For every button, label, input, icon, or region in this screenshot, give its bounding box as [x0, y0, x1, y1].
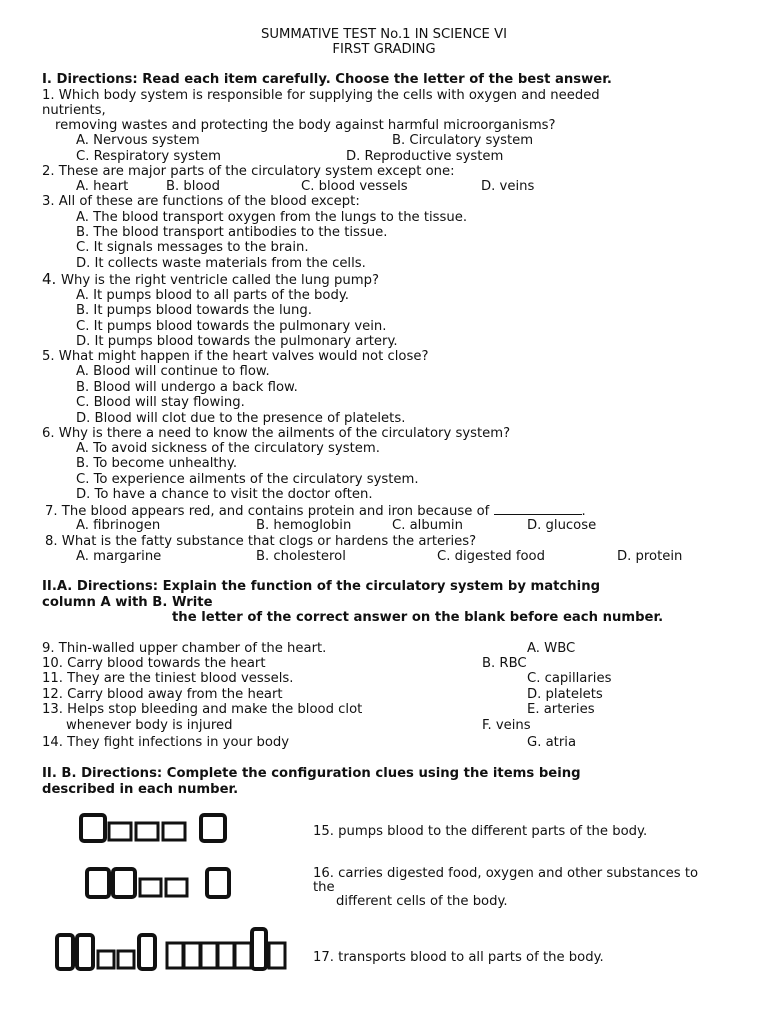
match-item-11: 11. They are the tiniest blood vessels. — [42, 671, 294, 686]
q7-stem: 7. The blood appears red, and contains protein and iron because of — [45, 504, 490, 519]
q7-option-b: B. hemoglobin — [256, 518, 352, 533]
q3-option-a: A. The blood transport oxygen from the lungs to the tissue. — [76, 210, 468, 225]
q7-answer-blank — [494, 503, 582, 515]
q4-option-a: A. It pumps blood to all parts of the body. — [76, 288, 349, 303]
q1-option-c: C. Respiratory system — [76, 149, 222, 164]
q3-stem: 3. All of these are functions of the blood except: — [42, 194, 360, 209]
part2a-directions-line3: the letter of the correct answer on the blank before each number. — [172, 610, 664, 625]
q6-option-a: A. To avoid sickness of the circulatory system. — [76, 441, 380, 456]
q1-option-d: D. Reproductive system — [346, 149, 504, 164]
config-clue-16-text-line1: 16. carries digested food, oxygen and other substances to — [313, 866, 699, 881]
q8-option-b: B. cholesterol — [256, 549, 346, 564]
match-item-9: 9. Thin-walled upper chamber of the heart. — [42, 641, 327, 656]
match-item-12: 12. Carry blood away from the heart — [42, 687, 283, 702]
match-item-10: 10. Carry blood towards the heart — [42, 656, 266, 671]
q7-stem-line — [45, 503, 586, 519]
match-choice-c: C. capillaries — [527, 671, 612, 686]
q4-option-c: C. It pumps blood towards the pulmonary vein. — [76, 319, 387, 334]
config-clue-16-text-line3: different cells of the body. — [336, 894, 508, 909]
part1-directions: I. Directions: Read each item carefully. Choose the letter of the best answer. — [42, 72, 612, 87]
q1-option-b: B. Circulatory system — [392, 133, 534, 148]
config-clue-16-boxes — [84, 866, 234, 900]
q1-line1: 1. Which body system is responsible for supplying the cells with oxygen and needed — [42, 88, 600, 103]
q4-stem: Why is the right ventricle called the lung pump? — [61, 273, 379, 288]
q5-stem: 5. What might happen if the heart valves would not close? — [42, 349, 429, 364]
q6-option-d: D. To have a chance to visit the doctor often. — [76, 487, 373, 502]
config-clue-17-text: 17. transports blood to all parts of the body. — [313, 950, 604, 965]
config-clue-16-text-line2: the — [313, 880, 335, 895]
q7-option-a: A. fibrinogen — [76, 518, 161, 533]
match-choice-g: G. atria — [527, 735, 577, 750]
q2-option-b: B. blood — [166, 179, 220, 194]
q7-end: . — [581, 504, 586, 519]
match-choice-d: D. platelets — [527, 687, 603, 702]
q5-option-c: C. Blood will stay flowing. — [76, 395, 245, 410]
config-clue-15-text: 15. pumps blood to the different parts of the body. — [313, 824, 648, 839]
q1-line3: removing wastes and protecting the body against harmful microorganisms? — [55, 118, 556, 133]
test-subtitle: FIRST GRADING — [332, 42, 436, 57]
q8-option-a: A. margarine — [76, 549, 162, 564]
q4-number: 4. — [42, 270, 57, 288]
q2-option-a: A. heart — [76, 179, 129, 194]
q2-option-d: D. veins — [481, 179, 535, 194]
q1-line2: nutrients, — [42, 103, 106, 118]
part2b-directions-line2: described in each number. — [42, 782, 239, 797]
part2a-directions-line2: column A with B. Write — [42, 595, 213, 610]
q1-option-a: A. Nervous system — [76, 133, 200, 148]
q8-stem: 8. What is the fatty substance that clogs or hardens the arteries? — [45, 534, 477, 549]
match-choice-a: A. WBC — [527, 641, 576, 656]
q8-option-c: C. digested food — [437, 549, 545, 564]
part2a-directions-line1: II.A. Directions: Explain the function of the circulatory system by matching — [42, 579, 601, 594]
test-title: SUMMATIVE TEST No.1 IN SCIENCE VI — [260, 27, 507, 42]
q6-option-c: C. To experience ailments of the circulatory system. — [76, 472, 419, 487]
q2-stem: 2. These are major parts of the circulatory system except one: — [42, 164, 455, 179]
q8-option-d: D. protein — [617, 549, 683, 564]
match-item-13: 13. Helps stop bleeding and make the blood clot — [42, 702, 363, 717]
q2-option-c: C. blood vessels — [301, 179, 408, 194]
q3-option-c: C. It signals messages to the brain. — [76, 240, 309, 255]
q4-option-d: D. It pumps blood towards the pulmonary artery. — [76, 334, 398, 349]
q6-option-b: B. To become unhealthy. — [76, 456, 238, 471]
config-clue-15-boxes — [78, 812, 230, 844]
q6-stem: 6. Why is there a need to know the ailments of the circulatory system? — [42, 426, 511, 441]
q7-option-d: D. glucose — [527, 518, 597, 533]
q3-option-b: B. The blood transport antibodies to the tissue. — [76, 225, 388, 240]
config-clue-17-boxes — [54, 926, 290, 974]
q4-option-b: B. It pumps blood towards the lung. — [76, 303, 312, 318]
match-choice-e: E. arteries — [527, 702, 595, 717]
match-choice-b: B. RBC — [482, 656, 527, 671]
q5-option-d: D. Blood will clot due to the presence of platelets. — [76, 411, 406, 426]
match-choice-f: F. veins — [482, 718, 531, 733]
q5-option-b: B. Blood will undergo a back flow. — [76, 380, 298, 395]
q7-option-c: C. albumin — [392, 518, 463, 533]
match-item-13-cont: whenever body is injured — [66, 718, 233, 733]
q5-option-a: A. Blood will continue to flow. — [76, 364, 270, 379]
part2b-directions-line1: II. B. Directions: Complete the configuration clues using the items being — [42, 766, 581, 781]
q3-option-d: D. It collects waste materials from the cells. — [76, 256, 366, 271]
match-item-14: 14. They fight infections in your body — [42, 735, 290, 750]
